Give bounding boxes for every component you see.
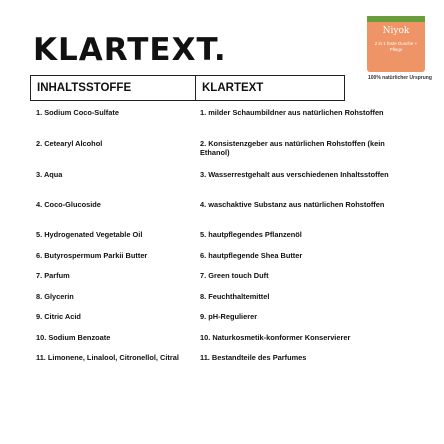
ingredient-explanation: 6. hautpflegende Shea Butter	[200, 251, 303, 260]
ingredient-name: 11. Limonene, Linalool, Citronellol, Citral	[36, 353, 179, 362]
product-image	[367, 16, 425, 72]
product-brand: Niyok	[382, 26, 410, 36]
ingredient-explanation: 3. Wasserrestgehalt aus verschiedenen Inhaltsstoffen	[200, 170, 389, 179]
ingredient-explanation: 10. Naturkosmetik-konformer Konservierer	[200, 333, 351, 342]
ingredient-name: 6. Butyrospermum Parkii Butter	[36, 251, 148, 260]
ingredient-name: 7. Parfum	[36, 271, 70, 280]
natural-origin-badge: 100% natürlicher Ursprung	[368, 75, 432, 81]
ingredient-name: 10. Sodium Benzoate	[36, 333, 111, 342]
ingredient-explanation: 7. Green touch Duft	[200, 271, 269, 280]
ingredient-name: 3. Aqua	[36, 170, 63, 179]
product-subtitle: 2 in 1 feste Dusche + Pflege	[374, 41, 418, 52]
ingredient-explanation: 4. waschaktive Substanz aus natürlichen Rohstoffen	[200, 200, 385, 209]
ingredient-explanation: 2. Konsistenzgeber aus natürlichen Rohstoffen (kein Ethanol)	[200, 139, 385, 157]
ingredient-explanation: 9. pH-Regulierer	[200, 312, 258, 321]
ingredient-explanation: 1. milder Schaumbildner aus natürlichen Rohstoffen	[200, 108, 384, 117]
ingredient-name: 2. Cetearyl Alcohol	[36, 139, 103, 148]
ingredient-name: 8. Glycerin	[36, 292, 74, 301]
page-title: KLARTEXT.	[33, 32, 227, 68]
table-header	[30, 75, 345, 101]
ingredient-name: 5. Hydrogenated Vegetable Oil	[36, 230, 143, 239]
ingredient-explanation: 8. Feuchthaltemittel	[200, 292, 270, 301]
product-stripe	[367, 16, 425, 22]
ingredient-name: 9. Citric Acid	[36, 312, 81, 321]
ingredient-name: 4. Coco-Glucoside	[36, 200, 101, 209]
header-klartext: KLARTEXT	[202, 82, 264, 94]
ingredient-explanation: 5. hautpflegendes Pflanzenöl	[200, 230, 302, 239]
ingredient-name: 1. Sodium Coco-Sulfate	[36, 108, 119, 117]
header-ingredients: INHALTSSTOFFE	[31, 76, 196, 100]
ingredient-explanation: 11. Bestandteile des Parfumes	[200, 353, 307, 362]
